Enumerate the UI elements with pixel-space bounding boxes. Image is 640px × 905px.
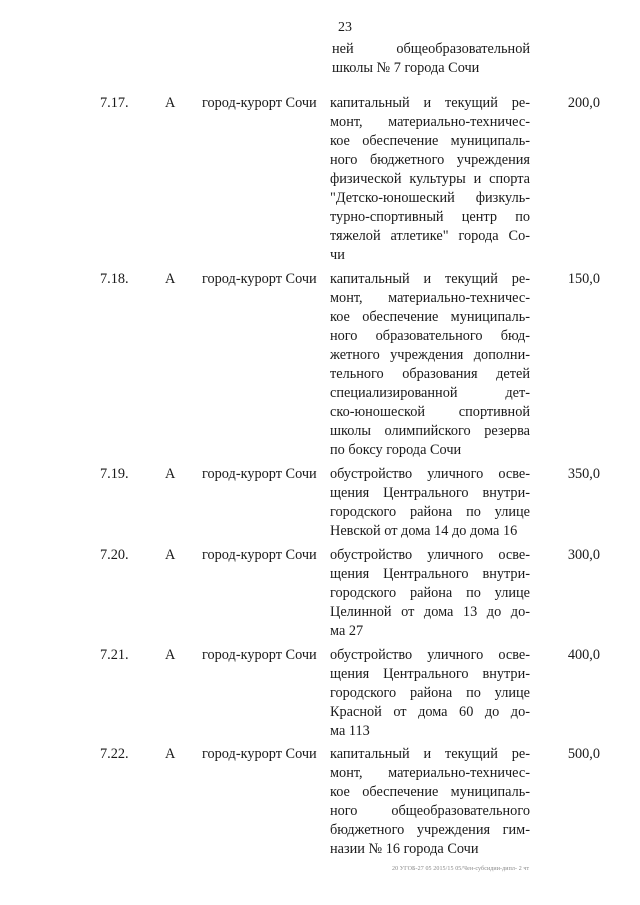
item-category: А (165, 95, 176, 111)
item-amount: 150,0 (567, 271, 600, 287)
item-number: 7.21. (100, 647, 129, 663)
description-line: ного общеобразовательного (330, 803, 530, 819)
item-description (330, 94, 530, 265)
description-line: обустройство уличного осве- (330, 647, 530, 663)
description-line: городского района по улице (330, 504, 530, 520)
description-line: Целинной от дома 13 до до- (330, 604, 530, 620)
item-category: А (165, 466, 176, 482)
item-description (330, 465, 530, 541)
item-amount: 350,0 (567, 466, 600, 482)
item-category: А (165, 647, 176, 663)
item-description (330, 646, 530, 741)
description-line: щения Центрального внутри- (330, 666, 530, 682)
description-line: городского района по улице (330, 585, 530, 601)
item-number: 7.22. (100, 746, 129, 762)
description-line: монт, материально-техничес- (330, 290, 530, 306)
item-municipality: город-курорт Сочи (202, 647, 317, 663)
item-number: 7.20. (100, 547, 129, 563)
item-municipality: город-курорт Сочи (202, 466, 317, 482)
description-line: капитальный и текущий ре- (330, 95, 530, 111)
description-line: обустройство уличного осве- (330, 466, 530, 482)
description-line: щения Центрального внутри- (330, 485, 530, 501)
description-line: щения Центрального внутри- (330, 566, 530, 582)
description-line: кое обеспечение муниципаль- (330, 784, 530, 800)
item-amount: 200,0 (567, 95, 600, 111)
footer-file-path: 20 УГОБ-27 05 2015/15 05/Чен-субсидии-дипл- 2 чт (392, 866, 530, 872)
item-number: 7.18. (100, 271, 129, 287)
description-line: жетного учреждения дополни- (330, 347, 530, 363)
item-municipality: город-курорт Сочи (202, 95, 317, 111)
description-line: монт, материально-техничес- (330, 765, 530, 781)
description-line: кое обеспечение муниципаль- (330, 133, 530, 149)
continuation-line: ней общеобразовательной (332, 41, 530, 57)
item-description (330, 745, 530, 859)
description-line: чи (330, 247, 345, 263)
item-municipality: город-курорт Сочи (202, 547, 317, 563)
description-line: Красной от дома 60 до до- (330, 704, 530, 720)
description-line: школы олимпийского резерва (330, 423, 530, 439)
description-line: ного образовательного бюд- (330, 328, 530, 344)
item-category: А (165, 746, 176, 762)
description-line: физической культуры и спорта (330, 171, 530, 187)
description-line: назии № 16 города Сочи (330, 841, 479, 857)
item-number: 7.17. (100, 95, 129, 111)
item-description (330, 546, 530, 641)
description-line: кое обеспечение муниципаль- (330, 309, 530, 325)
description-line: тяжелой атлетике" города Со- (330, 228, 530, 244)
item-municipality: город-курорт Сочи (202, 746, 317, 762)
description-line: капитальный и текущий ре- (330, 746, 530, 762)
description-line: по боксу города Сочи (330, 442, 462, 458)
continuation-text (332, 40, 530, 78)
item-amount: 500,0 (567, 746, 600, 762)
item-municipality: город-курорт Сочи (202, 271, 317, 287)
item-category: А (165, 547, 176, 563)
description-line: турно-спортивный центр по (330, 209, 530, 225)
description-line: обустройство уличного осве- (330, 547, 530, 563)
description-line: "Детско-юношеский физкуль- (330, 190, 530, 206)
description-line: Невской от дома 14 до дома 16 (330, 523, 518, 539)
item-amount: 300,0 (567, 547, 600, 563)
description-line: ма 27 (330, 623, 364, 639)
description-line: тельного образования детей (330, 366, 530, 382)
description-line: бюджетного учреждения гим- (330, 822, 530, 838)
description-line: ного бюджетного учреждения (330, 152, 530, 168)
item-category: А (165, 271, 176, 287)
continuation-line: школы № 7 города Сочи (332, 60, 480, 76)
item-number: 7.19. (100, 466, 129, 482)
description-line: ско-юношеской спортивной (330, 404, 530, 420)
item-amount: 400,0 (567, 647, 600, 663)
description-line: монт, материально-техничес- (330, 114, 530, 130)
description-line: ма 113 (330, 723, 370, 739)
page-number: 23 (338, 20, 352, 35)
description-line: городского района по улице (330, 685, 530, 701)
description-line: специализированной дет- (330, 385, 530, 401)
item-description (330, 270, 530, 460)
description-line: капитальный и текущий ре- (330, 271, 530, 287)
